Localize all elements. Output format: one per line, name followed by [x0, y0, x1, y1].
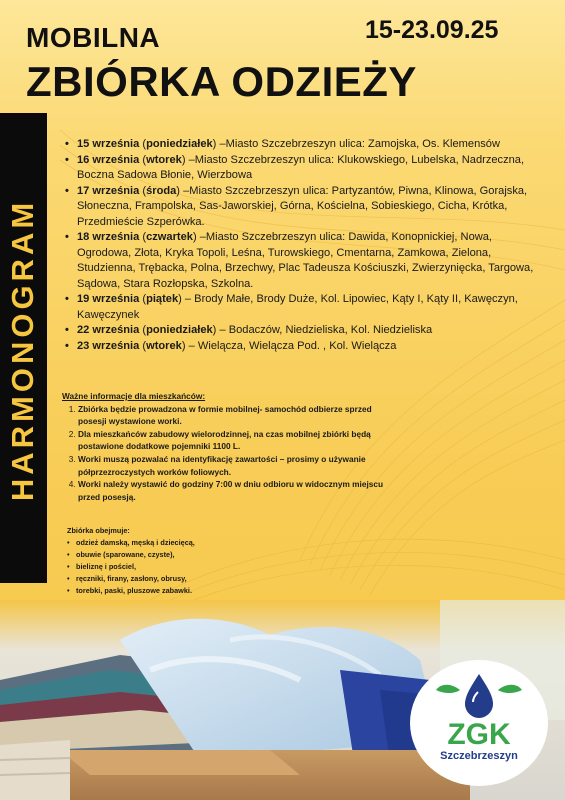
collection-covers [67, 525, 267, 598]
schedule-text: – Bodaczów, Niedzieliska, Kol. Niedzieliska [219, 324, 433, 336]
covers-title: Zbiórka obejmuje: [67, 526, 130, 535]
date-range: 15-23.09.25 [365, 16, 499, 44]
covers-item: • obuwie (sparowane, czyste), [67, 549, 267, 561]
schedule-day: wtorek [146, 153, 182, 166]
schedule-text: – Wielącza, Wielącza Pod. , Kol. Wielącza [188, 339, 397, 352]
schedule-day: poniedziałek [146, 138, 213, 150]
schedule-day: środa [146, 184, 177, 197]
schedule-day: poniedziałek [146, 324, 213, 336]
schedule-text: – Brody Małe, Brody Duże, Kol. Lipowiec, Kąty I, Kąty II, Kawęczyn, Kawęczynek [77, 293, 518, 321]
schedule-item: • 18 września (czwartek) –Miasto Szczebrzeszyn ulica: Dawida, Konopnickiej, Nowa, Ogrodowa, Złota, Kryka Topoli, Leśna, Turowskiego, Cmentarna, Zamkowa, Zielona, Studzienna, Trębacka, Polna, Brzechwy, Plac Tadeusza Kościuszki, Zwierzynięcka, Targowa, Sądowa, Stara Rozłopska, Szkolna. [62, 230, 540, 292]
schedule-item: • 19 września (piątek) – Brody Małe, Brody Duże, Kol. Lipowiec, Kąty I, Kąty II, Kawęczyn, Kawęczynek [62, 292, 540, 323]
info-title: Ważne informacje dla mieszkańców: [62, 391, 206, 401]
title-line-2: ZBIÓRKA ODZIEŻY [26, 58, 417, 105]
info-item: 2. Dla mieszkańców zabudowy wielorodzinnej, na czas mobilnej zbiórki będą postawione dodatkowe pojemniki 1100 L. [78, 428, 402, 453]
schedule-text: –Miasto Szczebrzeszyn ulica: Klukowskiego, Lubelska, Nadrzeczna, Boczna Sadowa Błonie, Wierzbowa [77, 153, 525, 181]
covers-item: • torebki, paski, pluszowe zabawki. [67, 585, 267, 597]
schedule-date: 23 września [77, 339, 140, 352]
schedule-day: piątek [146, 293, 179, 305]
schedule-text: –Miasto Szczebrzeszyn ulica: Partyzantów, Piwna, Klinowa, Gorajska, Słoneczna, Frampolska, Sas-Jaworskiej, Górna, Kościelna, Sobieskiego, Cicha, Krótka, Przedmieście Szperówka. [77, 184, 528, 228]
schedule-day: czwartek [146, 231, 193, 243]
schedule-item: • 23 września (wtorek) – Wielącza, Wielącza Pod. , Kol. Wielącza [62, 339, 540, 355]
covers-list [67, 537, 267, 597]
schedule-date: 15 września [77, 138, 140, 150]
water-drop-leaf-icon [410, 660, 548, 786]
important-info [62, 390, 402, 503]
schedule-text: –Miasto Szczebrzeszyn ulica: Dawida, Konopnickiej, Nowa, Ogrodowa, Złota, Kryka Topoli, Leśna, Turowskiego, Cmentarna, Zamkowa, Zielona, Studzienna, Trębacka, Polna, Brzechwy, Plac Tadeusza Kościuszki, Zwierzynięcka, Targowa, Sądowa, Stara Rozłopska, Szkolna. [77, 231, 534, 290]
schedule-item: • 17 września (środa) –Miasto Szczebrzeszyn ulica: Partyzantów, Piwna, Klinowa, Gorajska, Słoneczna, Frampolska, Sas-Jaworskiej, Górna, Kościelna, Sobieskiego, Cicha, Krótka, Przedmieście Szperówka. [62, 184, 540, 231]
covers-item: • odzież damską, męską i dziecięcą, [67, 537, 267, 549]
schedule-date: 19 września [77, 293, 140, 305]
side-label-harmonogram: HARMONOGRAM [5, 198, 40, 502]
schedule-item: • 15 września (poniedziałek) –Miasto Szczebrzeszyn ulica: Zamojska, Os. Klemensów [62, 137, 540, 153]
schedule-item: • 16 września (wtorek) –Miasto Szczebrzeszyn ulica: Klukowskiego, Lubelska, Nadrzeczna, Boczna Sadowa Błonie, Wierzbowa [62, 153, 540, 184]
schedule-date: 22 września [77, 324, 140, 336]
schedule-date: 18 września [77, 231, 140, 243]
logo-text: Szczebrzeszyn [440, 750, 518, 762]
logo-mark-text: ZGK [447, 718, 511, 751]
schedule-text: –Miasto Szczebrzeszyn ulica: Zamojska, Os. Klemensów [219, 138, 500, 150]
schedule-date: 17 września [77, 184, 140, 197]
schedule-list [62, 137, 540, 354]
info-list [62, 403, 402, 504]
covers-item: • ręczniki, firany, zasłony, obrusy, [67, 573, 267, 585]
title-line-1: MOBILNA [26, 22, 161, 53]
schedule-item: • 22 września (poniedziałek) – Bodaczów, Niedzieliska, Kol. Niedzieliska [62, 323, 540, 339]
schedule-date: 16 września [77, 153, 140, 166]
zgk-logo [410, 660, 548, 786]
schedule-day: wtorek [146, 339, 182, 352]
covers-item: • bieliznę i pościel, [67, 561, 267, 573]
info-item: 4. Worki należy wystawić do godziny 7:00 w dniu odbioru w widocznym miejscu przed posesją. [78, 478, 402, 503]
info-item: 1. Zbiórka będzie prowadzona w formie mobilnej- samochód odbierze sprzed posesji wystawione worki. [78, 403, 402, 428]
info-item: 3. Worki muszą pozwalać na identyfikację zawartości – prosimy o używanie półprzezroczystych worków foliowych. [78, 453, 402, 478]
